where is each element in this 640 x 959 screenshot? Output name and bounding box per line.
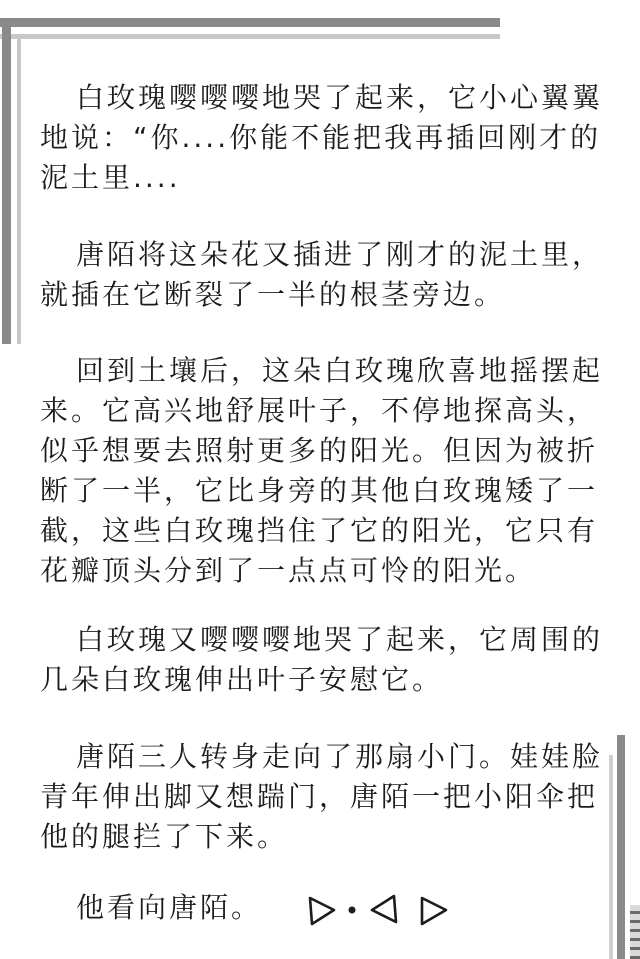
paragraph: 唐陌将这朵花又插进了刚才的泥土里，就插在它断裂了一半的根茎旁边。 <box>40 238 604 311</box>
frame-right-edge-fragment <box>630 905 640 959</box>
paragraph: 白玫瑰又嘤嘤嘤地哭了起来，它周围的几朵白玫瑰伸出叶子安慰它。 <box>40 623 604 696</box>
frame-right-border <box>617 735 625 959</box>
frame-left-border <box>2 18 11 344</box>
frame-left-inner-border <box>17 34 21 344</box>
triangle-dot-marks-icon <box>306 890 456 930</box>
paragraph: 回到土壤后，这朵白玫瑰欣喜地摇摆起来。它高兴地舒展叶子，不停地探高头，似乎想要去照射更多的阳光。但因为被折断了一半，它比身旁的其他白玫瑰矮了一截，这些白玫瑰挡住了它的阳光，它只有花瓣顶头分到了一点点可怜的阳光。 <box>40 354 604 587</box>
frame-top-border <box>0 18 500 27</box>
paragraph: 唐陌三人转身走向了那扇小门。娃娃脸青年伸出脚又想踹门，唐陌一把小阳伞把他的腿拦了下来。 <box>40 740 604 853</box>
paragraph: 他看向唐陌。 <box>76 891 263 924</box>
paragraph: 白玫瑰嘤嘤嘤地哭了起来，它小心翼翼地说：“你....你能不能把我再插回刚才的泥土里.... <box>40 81 604 194</box>
frame-top-inner-border <box>0 34 500 39</box>
